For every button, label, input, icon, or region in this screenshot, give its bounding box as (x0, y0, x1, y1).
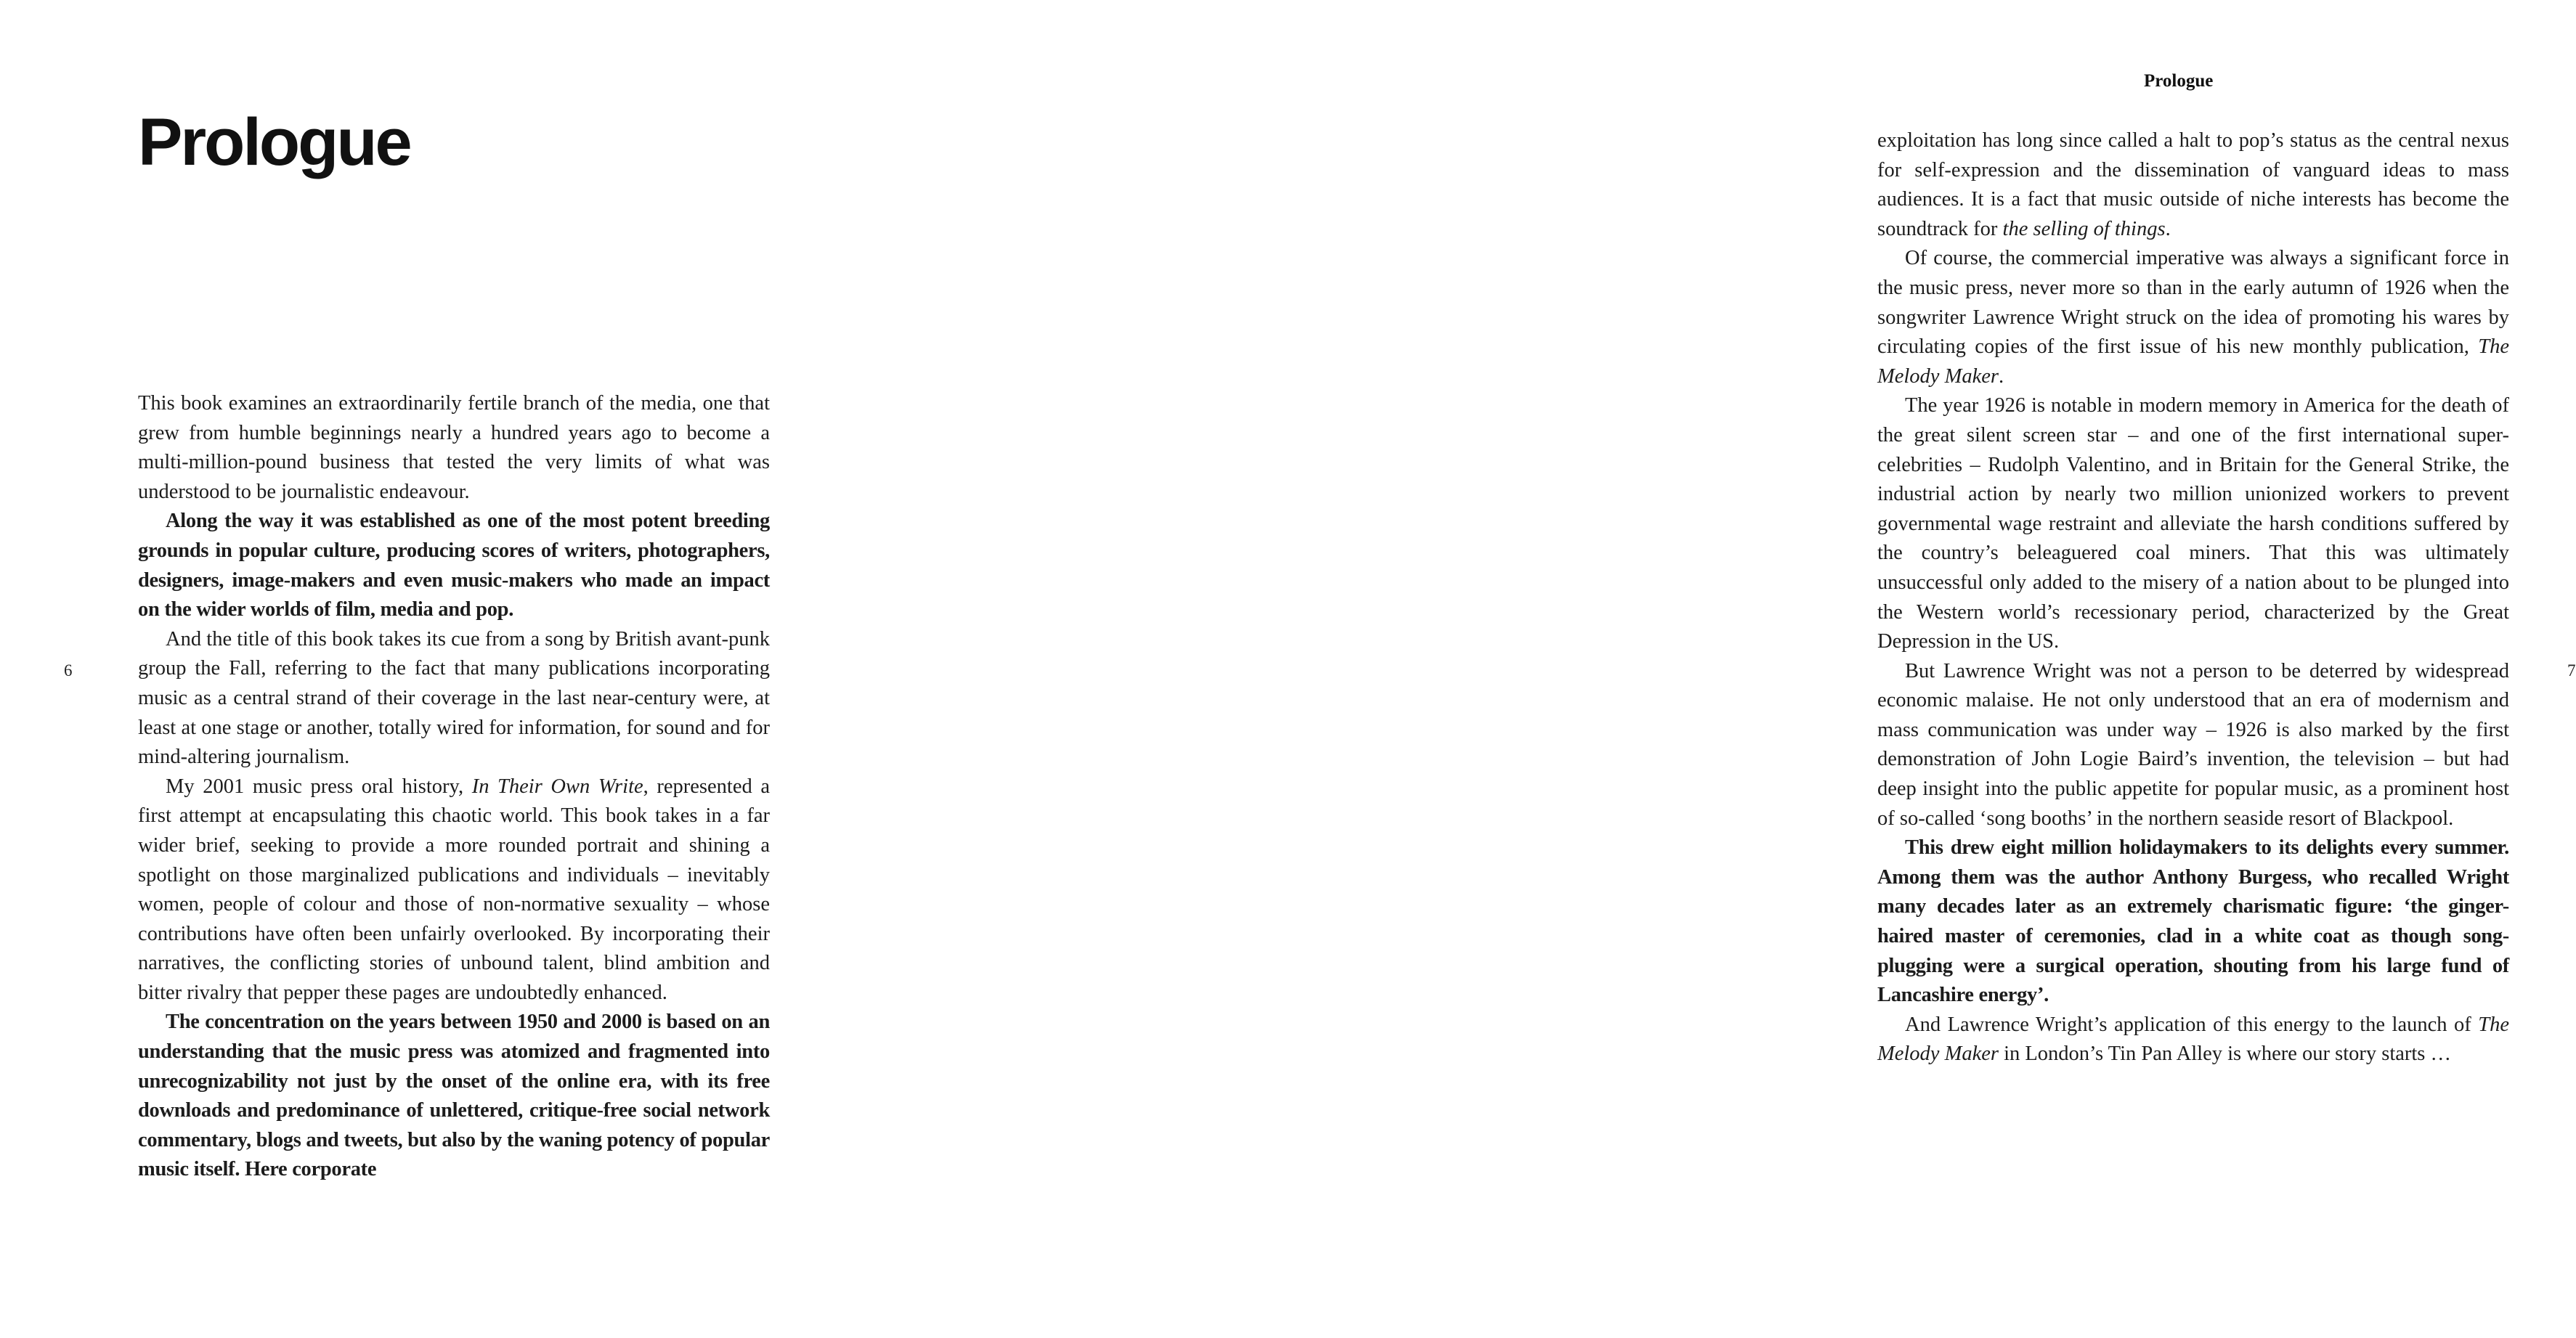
running-head: Prologue (2144, 71, 2214, 91)
text-run: . (2165, 217, 2171, 240)
paragraph (1877, 1011, 2509, 1069)
left-page (0, 0, 875, 1338)
text-run: exploitation has long since called a halt to pop’s status as the central nexus for self-expression and the dissemination of vanguard ideas to mass audiences. It is a fact that music outside of niche interests has become the soundtrack for (1877, 129, 2509, 240)
text-run: And Lawrence Wright’s application of this energy to the launch of (1905, 1013, 2479, 1036)
page-number-right: 7 (2567, 661, 2576, 680)
text-run: The concentration on the years between 1950 and 2000 is based on an understanding that the music press was atomized and fragmented into unrecognizability not just by the onset of the online era, with its free downloads and predominance of unlettered, critique-free social network commentary, blogs and tweets, but also by the waning potency of popular music itself. Here corporate (138, 1011, 770, 1181)
chapter-title: Prologue (138, 105, 410, 179)
text-run: This drew eight million holidaymakers to its delights every summer. Among them was the author Anthony Burgess, who recalled Wright many decades later as an extremely charismatic figure: ‘the ginger-haired master of ceremonies, clad in a white coat as though song-plugging were a surgical operation, shouting from his large fund of Lancashire energy’. (1877, 836, 2509, 1007)
right-body-text (1877, 126, 2509, 1069)
paragraph (138, 772, 770, 1008)
paragraph (1877, 244, 2509, 391)
text-run: And the title of this book takes its cue from a song by British avant-punk group the Fall, referring to the fact that many publications incorporating music as a central strand of their coverage in the last near-century were, at least at one stage or another, totally wired for information, for sound and for mind-altering journalism. (138, 627, 770, 769)
italic-title: The Melody Maker (1877, 335, 2509, 388)
text-run: This book examines an extraordinarily fertile branch of the media, one that grew from humble beginnings nearly a hundred years ago to become a multi-million-pound business that tested the very limits of what was understood to be journalistic endeavour. (138, 392, 770, 503)
paragraph (138, 1008, 770, 1185)
paragraph (1877, 391, 2509, 656)
paragraph (1877, 657, 2509, 834)
italic-title: the selling of things (2002, 217, 2166, 240)
left-body-text (138, 389, 770, 1185)
text-run: . (1998, 364, 2004, 388)
italic-title: The Melody Maker (1877, 1013, 2509, 1066)
text-run: The year 1926 is notable in modern memory in America for the death of the great silent screen star – and one of the first international super-celebrities – Rudolph Valentino, and in Britain for the General Strike, the industrial action by nearly two million unionized workers to prevent governmental wage restraint and alleviate the harsh conditions suffered by the country’s beleaguered coal miners. That this was ultimately unsuccessful only added to the misery of a nation about to be plunged into the Western world’s recessionary period, characterized by the Great Depression in the US. (1877, 394, 2509, 653)
page-number-left: 6 (64, 661, 73, 680)
text-run: Of course, the commercial imperative was always a significant force in the music press, never more so than in the early autumn of 1926 when the songwriter Lawrence Wright struck on the idea of promoting his wares by circulating copies of the first issue of his new monthly publication, (1877, 247, 2509, 359)
paragraph (1877, 833, 2509, 1011)
paragraph (1877, 126, 2509, 244)
paragraph (138, 625, 770, 772)
text-run: in London’s Tin Pan Alley is where our story starts … (1998, 1043, 2452, 1066)
text-run: My 2001 music press oral history, (166, 775, 472, 798)
text-run: But Lawrence Wright was not a person to be deterred by widespread economic malaise. He not only understood that an era of modernism and mass communication was under way – 1926 is also marked by the first demonstration of John Logie Baird’s invention, the television – but had deep insight into the public appetite for popular music, as a prominent host of so-called ‘song booths’ in the northern seaside resort of Blackpool. (1877, 659, 2509, 830)
italic-title: In Their Own Write (471, 775, 643, 798)
right-page (875, 0, 2576, 1338)
paragraph (138, 389, 770, 507)
text-run: Along the way it was established as one of the most potent breeding grounds in popular culture, producing scores of writers, photographers, designers, image-makers and even music-makers who made an impact on the wider worlds of film, media and pop. (138, 510, 770, 621)
paragraph (138, 507, 770, 624)
text-run: , represented a first attempt at encapsulating this chaotic world. This book takes in a far wider brief, seeking to provide a more rounded portrait and shining a spotlight on those marginalized publications and individuals – inevitably women, people of colour and those of non-normative sexuality – whose contributions have often been unfairly overlooked. By incorporating their narratives, the conflicting stories of unbound talent, blind ambition and bitter rivalry that pepper these pages are undoubtedly enhanced. (138, 775, 770, 1004)
